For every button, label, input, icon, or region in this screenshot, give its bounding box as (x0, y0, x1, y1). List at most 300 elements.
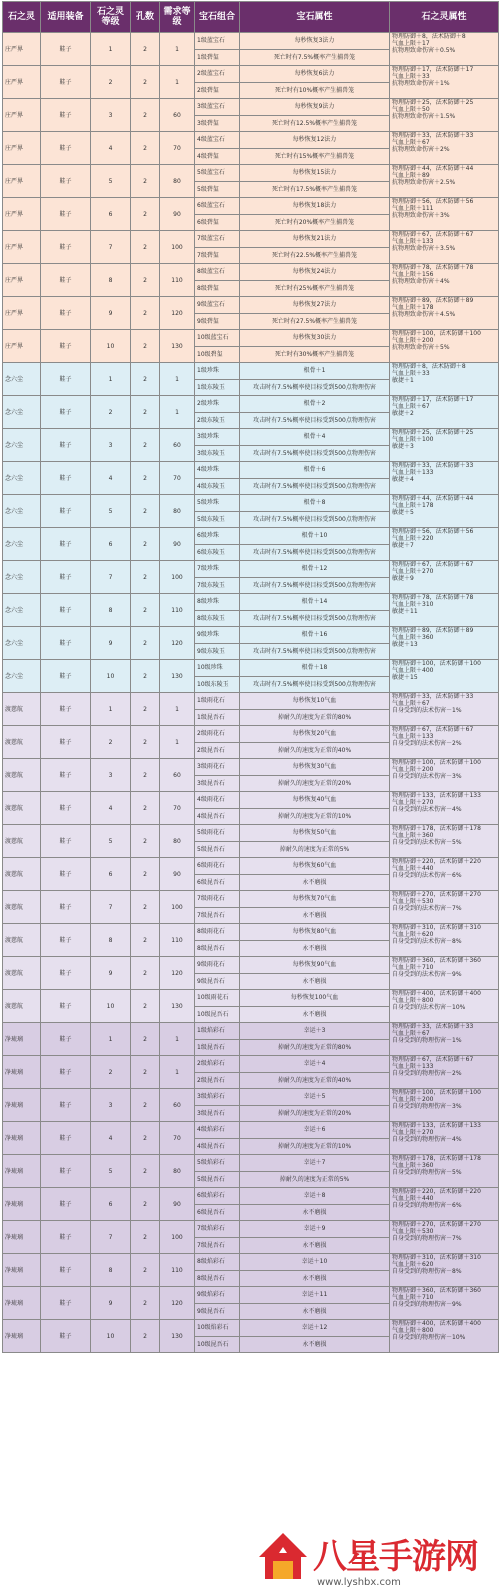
gem-combo-cell: 6级东陵玉 (195, 544, 240, 561)
gem-attribute-cell: 每秒恢复90气血 (240, 957, 390, 974)
slot-count-cell: 2 (131, 132, 160, 165)
spirit-attribute-line: 气血上限＋220 (392, 535, 434, 542)
spirit-attribute-line: 物理防御＋44，法术防御＋44 (392, 495, 474, 502)
stone-spirit-table (2, 1, 499, 1353)
table-row (3, 528, 499, 545)
gem-attribute-cell: 根骨＋2 (240, 396, 390, 413)
equip-cell: 鞋子 (41, 561, 91, 594)
required-level-cell: 80 (160, 825, 195, 858)
spirit-attribute-cell (390, 627, 499, 660)
spirit-attribute-line: 气血上限＋440 (392, 1195, 434, 1202)
spirit-attribute-line: 物理防御＋133，法术防御＋133 (392, 792, 481, 799)
spirit-name-cell: 净琉璃 (3, 1287, 41, 1320)
required-level-cell: 100 (160, 561, 195, 594)
spirit-attribute-cell (390, 891, 499, 924)
slot-count-cell: 2 (131, 330, 160, 363)
table-row (3, 66, 499, 83)
spirit-name-cell: 渡慈航 (3, 990, 41, 1023)
gem-attribute-cell: 幸运＋12 (240, 1320, 390, 1337)
gem-combo-cell: 2级东陵玉 (195, 412, 240, 429)
gem-attribute-cell: 掉耐久的速度为正常的80% (240, 709, 390, 726)
slot-count-cell: 2 (131, 1221, 160, 1254)
gem-attribute-cell: 掉耐久的速度为正常的10% (240, 808, 390, 825)
spirit-attribute-cell (390, 1320, 499, 1353)
spirit-name-cell: 庄严界 (3, 231, 41, 264)
slot-count-cell: 2 (131, 627, 160, 660)
slot-count-cell: 2 (131, 264, 160, 297)
table-row (3, 759, 499, 776)
spirit-name-cell: 庄严界 (3, 99, 41, 132)
table-row (3, 1188, 499, 1205)
spirit-attribute-line: 自身受到的物理伤害－8% (392, 1268, 462, 1275)
slot-count-cell: 2 (131, 759, 160, 792)
equip-cell: 鞋子 (41, 693, 91, 726)
required-level-cell: 1 (160, 363, 195, 396)
table-row (3, 330, 499, 347)
spirit-attribute-line: 气血上限＋17 (392, 40, 430, 47)
gem-attribute-cell: 攻击时有7.5%概率使目标受到500点物理伤害 (240, 643, 390, 660)
required-level-cell: 80 (160, 1155, 195, 1188)
gem-attribute-cell: 永不磨损 (240, 907, 390, 924)
spirit-attribute-line: 物理防御＋17，法术防御＋17 (392, 396, 474, 403)
gem-combo-cell: 4级珍珠 (195, 462, 240, 479)
spirit-attribute-line: 气血上限＋270 (392, 568, 434, 575)
spirit-attribute-line: 气血上限＋270 (392, 1129, 434, 1136)
gem-combo-cell: 1级昆吾石 (195, 1039, 240, 1056)
spirit-attribute-line: 气血上限＋178 (392, 304, 434, 311)
table-row (3, 231, 499, 248)
header-cell: 石之灵 (3, 2, 41, 33)
spirit-attribute-cell (390, 759, 499, 792)
gem-attribute-cell: 死亡时有15%概率产生捕兽笼 (240, 148, 390, 165)
spirit-attribute-line: 物理防御＋220，法术防御＋220 (392, 858, 481, 865)
spirit-attribute-cell (390, 693, 499, 726)
spirit-attribute-line: 敏捷＋11 (392, 608, 418, 615)
gem-combo-cell: 4级昆吾石 (195, 808, 240, 825)
spirit-name-cell: 念六尘 (3, 396, 41, 429)
gem-attribute-cell: 每秒恢复15法力 (240, 165, 390, 182)
spirit-attribute-cell (390, 495, 499, 528)
gem-attribute-cell: 掉耐久的速度为正常的5% (240, 1171, 390, 1188)
spirit-attribute-line: 物理防御＋178，法术防御＋178 (392, 1155, 481, 1162)
slot-count-cell: 2 (131, 1089, 160, 1122)
gem-combo-cell: 2级蓝宝石 (195, 66, 240, 83)
equip-cell: 鞋子 (41, 99, 91, 132)
table-row (3, 1254, 499, 1271)
gem-attribute-cell: 永不磨损 (240, 874, 390, 891)
spirit-attribute-line: 自身受到的物理伤害－3% (392, 1103, 462, 1110)
table-row (3, 627, 499, 644)
spirit-attribute-line: 自身受到的物理伤害－1% (392, 1037, 462, 1044)
slot-count-cell: 2 (131, 198, 160, 231)
gem-attribute-cell: 死亡时有25%概率产生捕兽笼 (240, 280, 390, 297)
spirit-attribute-cell (390, 99, 499, 132)
spirit-attribute-cell (390, 594, 499, 627)
spirit-attribute-cell (390, 66, 499, 99)
gem-combo-cell: 1级东陵玉 (195, 379, 240, 396)
spirit-name-cell: 念六尘 (3, 594, 41, 627)
required-level-cell: 1 (160, 66, 195, 99)
gem-attribute-cell: 每秒恢复20气血 (240, 726, 390, 743)
table-row (3, 132, 499, 149)
gem-attribute-cell: 每秒恢复27法力 (240, 297, 390, 314)
slot-count-cell: 2 (131, 924, 160, 957)
spirit-attribute-line: 物理防御＋67，法术防御＋67 (392, 231, 474, 238)
spirit-attribute-line: 物理防御＋33，法术防御＋33 (392, 132, 474, 139)
spirit-attribute-cell (390, 1254, 499, 1287)
spirit-level-cell: 2 (91, 396, 131, 429)
gem-combo-cell: 10级珍珠 (195, 660, 240, 677)
required-level-cell: 1 (160, 726, 195, 759)
gem-attribute-cell: 永不磨损 (240, 1303, 390, 1320)
gem-attribute-cell: 幸运＋9 (240, 1221, 390, 1238)
gem-attribute-cell: 攻击时有7.5%概率使目标受到500点物理伤害 (240, 544, 390, 561)
spirit-name-cell: 渡慈航 (3, 891, 41, 924)
spirit-attribute-line: 物理防御＋270，法术防御＋270 (392, 891, 481, 898)
gem-attribute-cell: 死亡时有12.5%概率产生捕兽笼 (240, 115, 390, 132)
required-level-cell: 130 (160, 990, 195, 1023)
spirit-level-cell: 3 (91, 429, 131, 462)
spirit-attribute-cell (390, 429, 499, 462)
spirit-attribute-line: 物理防御＋220，法术防御＋220 (392, 1188, 481, 1195)
gem-attribute-cell: 掉耐久的速度为正常的10% (240, 1138, 390, 1155)
gem-combo-cell: 7级蓝宝石 (195, 231, 240, 248)
spirit-name-cell: 净琉璃 (3, 1023, 41, 1056)
spirit-attribute-line: 物理防御＋33，法术防御＋33 (392, 693, 474, 700)
header-cell: 宝石组合 (195, 2, 240, 33)
required-level-cell: 1 (160, 1023, 195, 1056)
gem-attribute-cell: 掉耐久的速度为正常的80% (240, 1039, 390, 1056)
required-level-cell: 100 (160, 891, 195, 924)
gem-attribute-cell: 死亡时有27.5%概率产生捕兽笼 (240, 313, 390, 330)
slot-count-cell: 2 (131, 165, 160, 198)
equip-cell: 鞋子 (41, 594, 91, 627)
required-level-cell: 90 (160, 1188, 195, 1221)
spirit-attribute-line: 敏捷＋4 (392, 476, 414, 483)
table-row (3, 990, 499, 1007)
spirit-attribute-line: 物理防御＋25，法术防御＋25 (392, 99, 474, 106)
gem-attribute-cell: 每秒恢复10气血 (240, 693, 390, 710)
equip-cell: 鞋子 (41, 462, 91, 495)
spirit-attribute-line: 自身受到的物理伤害－5% (392, 1169, 462, 1176)
spirit-level-cell: 1 (91, 363, 131, 396)
gem-combo-cell: 8级昆吾石 (195, 940, 240, 957)
gem-combo-cell: 10级雨花石 (195, 990, 240, 1007)
spirit-attribute-line: 气血上限＋620 (392, 1261, 434, 1268)
slot-count-cell: 2 (131, 990, 160, 1023)
equip-cell: 鞋子 (41, 1188, 91, 1221)
spirit-name-cell: 庄严界 (3, 198, 41, 231)
gem-attribute-cell: 死亡时有22.5%概率产生捕兽笼 (240, 247, 390, 264)
required-level-cell: 80 (160, 165, 195, 198)
gem-combo-cell: 1级蓝宝石 (195, 33, 240, 50)
gem-combo-cell: 6级蓝宝石 (195, 198, 240, 215)
slot-count-cell: 2 (131, 495, 160, 528)
required-level-cell: 90 (160, 198, 195, 231)
equip-cell: 鞋子 (41, 297, 91, 330)
spirit-attribute-line: 自身受到的法术伤害－7% (392, 905, 462, 912)
spirit-attribute-cell (390, 858, 499, 891)
spirit-attribute-line: 自身受到的物理伤害－4% (392, 1136, 462, 1143)
spirit-attribute-cell (390, 363, 499, 396)
spirit-level-cell: 6 (91, 1188, 131, 1221)
spirit-name-cell: 净琉璃 (3, 1155, 41, 1188)
spirit-attribute-line: 自身受到的法术伤害－5% (392, 839, 462, 846)
header-cell: 宝石属性 (240, 2, 390, 33)
header-cell: 适用装备 (41, 2, 91, 33)
spirit-attribute-line: 物理防御＋67，法术防御＋67 (392, 1056, 474, 1063)
gem-attribute-cell: 攻击时有7.5%概率使目标受到500点物理伤害 (240, 676, 390, 693)
gem-attribute-cell: 幸运＋4 (240, 1056, 390, 1073)
required-level-cell: 110 (160, 924, 195, 957)
spirit-attribute-line: 气血上限＋156 (392, 271, 434, 278)
gem-attribute-cell: 每秒恢复21法力 (240, 231, 390, 248)
spirit-attribute-line: 自身受到的法术伤害－1% (392, 707, 462, 714)
table-header-row (3, 2, 499, 33)
spirit-name-cell: 庄严界 (3, 264, 41, 297)
spirit-name-cell: 净琉璃 (3, 1056, 41, 1089)
spirit-level-cell: 2 (91, 1056, 131, 1089)
required-level-cell: 80 (160, 495, 195, 528)
spirit-attribute-line: 物理防御＋310，法术防御＋310 (392, 1254, 481, 1261)
spirit-attribute-line: 物理防御＋178，法术防御＋178 (392, 825, 481, 832)
gem-combo-cell: 4级焰彩石 (195, 1122, 240, 1139)
spirit-attribute-cell (390, 561, 499, 594)
spirit-attribute-line: 气血上限＋67 (392, 1030, 430, 1037)
spirit-level-cell: 7 (91, 1221, 131, 1254)
spirit-name-cell: 渡慈航 (3, 957, 41, 990)
gem-attribute-cell: 幸运＋3 (240, 1023, 390, 1040)
spirit-attribute-cell (390, 330, 499, 363)
spirit-level-cell: 8 (91, 924, 131, 957)
gem-combo-cell: 8级蓝宝石 (195, 264, 240, 281)
table-row (3, 726, 499, 743)
spirit-level-cell: 9 (91, 957, 131, 990)
slot-count-cell: 2 (131, 858, 160, 891)
slot-count-cell: 2 (131, 66, 160, 99)
spirit-attribute-line: 物理防御＋33，法术防御＋33 (392, 462, 474, 469)
spirit-level-cell: 3 (91, 759, 131, 792)
spirit-attribute-line: 气血上限＋133 (392, 238, 434, 245)
spirit-attribute-cell (390, 990, 499, 1023)
header-cell: 孔数 (131, 2, 160, 33)
spirit-level-cell: 4 (91, 792, 131, 825)
spirit-attribute-line: 物理防御＋360，法术防御＋360 (392, 1287, 481, 1294)
spirit-attribute-cell (390, 396, 499, 429)
spirit-name-cell: 念六尘 (3, 495, 41, 528)
spirit-attribute-line: 物理防御＋17，法术防御＋17 (392, 66, 474, 73)
required-level-cell: 120 (160, 957, 195, 990)
required-level-cell: 130 (160, 1320, 195, 1353)
gem-combo-cell: 2级昆吾石 (195, 742, 240, 759)
gem-combo-cell: 7级昆吾石 (195, 907, 240, 924)
table-row (3, 1320, 499, 1337)
spirit-attribute-line: 自身受到的物理伤害－9% (392, 1301, 462, 1308)
required-level-cell: 90 (160, 858, 195, 891)
required-level-cell: 130 (160, 330, 195, 363)
spirit-attribute-line: 气血上限＋400 (392, 667, 434, 674)
gem-combo-cell: 7级碧玺 (195, 247, 240, 264)
spirit-level-cell: 8 (91, 1254, 131, 1287)
gem-combo-cell: 9级昆吾石 (195, 973, 240, 990)
gem-combo-cell: 4级蓝宝石 (195, 132, 240, 149)
gem-combo-cell: 10级昆吾石 (195, 1006, 240, 1023)
spirit-level-cell: 9 (91, 627, 131, 660)
equip-cell: 鞋子 (41, 792, 91, 825)
spirit-name-cell: 庄严界 (3, 66, 41, 99)
spirit-level-cell: 9 (91, 1287, 131, 1320)
gem-attribute-cell: 根骨＋4 (240, 429, 390, 446)
gem-combo-cell: 5级昆吾石 (195, 1171, 240, 1188)
required-level-cell: 70 (160, 792, 195, 825)
spirit-name-cell: 念六尘 (3, 363, 41, 396)
gem-combo-cell: 5级昆吾石 (195, 841, 240, 858)
gem-combo-cell: 1级碧玺 (195, 49, 240, 66)
spirit-level-cell: 7 (91, 891, 131, 924)
spirit-attribute-line: 抗物理致命伤害＋3.5% (392, 245, 456, 252)
spirit-attribute-cell (390, 297, 499, 330)
slot-count-cell: 2 (131, 1188, 160, 1221)
required-level-cell: 100 (160, 231, 195, 264)
spirit-attribute-line: 物理防御＋8，法术防御＋8 (392, 363, 466, 370)
equip-cell: 鞋子 (41, 264, 91, 297)
watermark-url: www.lyshbx.com (317, 1577, 401, 1588)
gem-attribute-cell: 每秒恢复24法力 (240, 264, 390, 281)
spirit-attribute-line: 自身受到的法术伤害－9% (392, 971, 462, 978)
spirit-attribute-line: 气血上限＋67 (392, 700, 430, 707)
spirit-level-cell: 8 (91, 594, 131, 627)
gem-combo-cell: 9级焰彩石 (195, 1287, 240, 1304)
spirit-name-cell: 净琉璃 (3, 1221, 41, 1254)
spirit-attribute-line: 自身受到的法术伤害－10% (392, 1004, 466, 1011)
gem-attribute-cell: 幸运＋5 (240, 1089, 390, 1106)
equip-cell: 鞋子 (41, 627, 91, 660)
gem-combo-cell: 9级雨花石 (195, 957, 240, 974)
gem-combo-cell: 3级碧玺 (195, 115, 240, 132)
gem-attribute-cell: 幸运＋7 (240, 1155, 390, 1172)
gem-combo-cell: 5级珍珠 (195, 495, 240, 512)
spirit-attribute-line: 气血上限＋200 (392, 337, 434, 344)
table-row (3, 495, 499, 512)
table-row (3, 264, 499, 281)
table-row (3, 363, 499, 380)
required-level-cell: 1 (160, 396, 195, 429)
gem-combo-cell: 5级碧玺 (195, 181, 240, 198)
gem-combo-cell: 5级焰彩石 (195, 1155, 240, 1172)
spirit-attribute-cell (390, 198, 499, 231)
slot-count-cell: 2 (131, 1122, 160, 1155)
gem-attribute-cell: 每秒恢复40气血 (240, 792, 390, 809)
table-row (3, 1089, 499, 1106)
header-cell: 石之灵属性 (390, 2, 499, 33)
gem-attribute-cell: 永不磨损 (240, 1006, 390, 1023)
gem-attribute-cell: 每秒恢复12法力 (240, 132, 390, 149)
spirit-level-cell: 10 (91, 330, 131, 363)
spirit-attribute-cell (390, 924, 499, 957)
spirit-level-cell: 1 (91, 693, 131, 726)
gem-attribute-cell: 每秒恢复60气血 (240, 858, 390, 875)
gem-combo-cell: 6级昆吾石 (195, 1204, 240, 1221)
slot-count-cell: 2 (131, 33, 160, 66)
gem-attribute-cell: 掉耐久的速度为正常的5% (240, 841, 390, 858)
equip-cell: 鞋子 (41, 165, 91, 198)
slot-count-cell: 2 (131, 726, 160, 759)
spirit-attribute-line: 气血上限＋133 (392, 733, 434, 740)
required-level-cell: 1 (160, 1056, 195, 1089)
required-level-cell: 110 (160, 1254, 195, 1287)
slot-count-cell: 2 (131, 660, 160, 693)
equip-cell: 鞋子 (41, 66, 91, 99)
header-cell: 石之灵等级 (91, 2, 131, 33)
required-level-cell: 60 (160, 429, 195, 462)
table-row (3, 858, 499, 875)
spirit-name-cell: 庄严界 (3, 33, 41, 66)
spirit-attribute-line: 自身受到的物理伤害－10% (392, 1334, 466, 1341)
gem-combo-cell: 2级碧玺 (195, 82, 240, 99)
spirit-attribute-line: 气血上限＋178 (392, 502, 434, 509)
equip-cell: 鞋子 (41, 33, 91, 66)
table-row (3, 1023, 499, 1040)
spirit-attribute-line: 抗物理致命伤害＋0.5% (392, 47, 456, 54)
spirit-attribute-line: 抗物理致命伤害＋2% (392, 146, 450, 153)
gem-attribute-cell: 每秒恢复3法力 (240, 33, 390, 50)
gem-attribute-cell: 根骨＋1 (240, 363, 390, 380)
gem-combo-cell: 5级雨花石 (195, 825, 240, 842)
gem-attribute-cell: 每秒恢复70气血 (240, 891, 390, 908)
table-row (3, 891, 499, 908)
equip-cell: 鞋子 (41, 726, 91, 759)
slot-count-cell: 2 (131, 429, 160, 462)
spirit-attribute-cell (390, 1155, 499, 1188)
spirit-attribute-line: 物理防御＋33，法术防御＋33 (392, 1023, 474, 1030)
required-level-cell: 100 (160, 1221, 195, 1254)
gem-attribute-cell: 死亡时有17.5%概率产生捕兽笼 (240, 181, 390, 198)
gem-attribute-cell: 根骨＋16 (240, 627, 390, 644)
equip-cell: 鞋子 (41, 1254, 91, 1287)
spirit-level-cell: 4 (91, 462, 131, 495)
spirit-name-cell: 庄严界 (3, 132, 41, 165)
gem-attribute-cell: 永不磨损 (240, 1204, 390, 1221)
spirit-level-cell: 1 (91, 1023, 131, 1056)
gem-attribute-cell: 根骨＋10 (240, 528, 390, 545)
gem-attribute-cell: 永不磨损 (240, 973, 390, 990)
spirit-level-cell: 4 (91, 1122, 131, 1155)
gem-combo-cell: 8级昆吾石 (195, 1270, 240, 1287)
spirit-attribute-line: 抗物理致命伤害＋4% (392, 278, 450, 285)
equip-cell: 鞋子 (41, 495, 91, 528)
slot-count-cell: 2 (131, 1023, 160, 1056)
slot-count-cell: 2 (131, 1287, 160, 1320)
gem-combo-cell: 7级雨花石 (195, 891, 240, 908)
spirit-level-cell: 2 (91, 66, 131, 99)
watermark (247, 1521, 500, 1595)
spirit-attribute-line: 气血上限＋360 (392, 832, 434, 839)
gem-combo-cell: 7级焰彩石 (195, 1221, 240, 1238)
gem-combo-cell: 9级碧玺 (195, 313, 240, 330)
gem-attribute-cell: 根骨＋6 (240, 462, 390, 479)
spirit-attribute-line: 气血上限＋310 (392, 601, 434, 608)
slot-count-cell: 2 (131, 99, 160, 132)
gem-combo-cell: 8级珍珠 (195, 594, 240, 611)
spirit-attribute-line: 物理防御＋89，法术防御＋89 (392, 627, 474, 634)
spirit-attribute-line: 抗物理致命伤害＋4.5% (392, 311, 456, 318)
gem-combo-cell: 4级东陵玉 (195, 478, 240, 495)
gem-combo-cell: 9级珍珠 (195, 627, 240, 644)
gem-attribute-cell: 幸运＋6 (240, 1122, 390, 1139)
required-level-cell: 70 (160, 462, 195, 495)
spirit-attribute-line: 物理防御＋100，法术防御＋100 (392, 330, 481, 337)
spirit-attribute-line: 敏捷＋13 (392, 641, 418, 648)
